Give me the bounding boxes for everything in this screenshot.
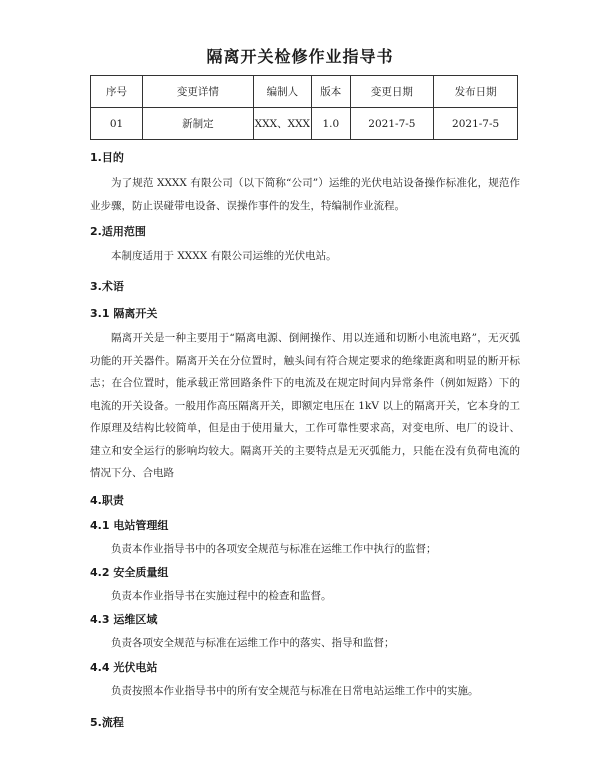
cell-change-details: 新制定 <box>143 108 254 140</box>
document-title: 隔离开关检修作业指导书 <box>206 47 394 66</box>
section-3-heading: 3.术语 <box>90 280 124 293</box>
cell-publish-date: 2021-7-5 <box>434 108 518 140</box>
section-4-2-heading: 4.2 安全质量组 <box>90 566 169 579</box>
section-5-heading: 5.流程 <box>90 716 124 729</box>
section-4-heading: 4.职责 <box>90 494 124 507</box>
cell-index: 01 <box>91 108 143 140</box>
section-4-3-body: 负责各项安全规范与标准在运维工作中的落实、指导和监督； <box>111 637 395 649</box>
table-row <box>91 108 518 140</box>
section-4-2-body: 负责本作业指导书在实施过程中的检查和监督。 <box>111 590 332 602</box>
header-cell-publish-date: 发布日期 <box>434 76 518 108</box>
section-2-heading: 2.适用范围 <box>90 225 146 238</box>
section-1-heading: 1.目的 <box>90 151 124 164</box>
section-4-1-heading: 4.1 电站管理组 <box>90 519 169 532</box>
header-cell-change-date: 变更日期 <box>350 76 434 108</box>
section-3-1-heading: 3.1 隔离开关 <box>90 307 158 320</box>
section-2-body: 本制度适用于 XXXX 有限公司运维的光伏电站。 <box>111 250 337 262</box>
section-4-4-heading: 4.4 光伏电站 <box>90 661 158 674</box>
section-4-3-heading: 4.3 运维区域 <box>90 613 158 626</box>
cell-version: 1.0 <box>312 108 350 140</box>
header-cell-version: 版本 <box>312 76 350 108</box>
revision-table-header-row <box>91 76 518 108</box>
cell-author: XXX、XXX <box>253 108 311 140</box>
section-3-1-body: 隔离开关是一种主要用于“隔离电源、倒闸操作、用以连通和切断小电流电路”，无灭弧功能的开关器件。隔离开关在分位置时，触头间有符合规定要求的绝缘距离和明显的断开标志；在合位置时，能承载正常回路条件下的电流及在规定时间内异常条件（例如短路）下的电流的开关设备。一般用作高压隔离开关，即额定电压在 1kV 以上的隔离开关，它本身的工作原理及结构比较简单，但是由于使用量大，工作可靠性要求高，对变电所、电厂的设计、建立和安全运行的影响均较大。隔离开关的主要特点是无灭弧能力，只能在没有负荷电流的情况下分、合电路 <box>90 332 520 479</box>
header-cell-index: 序号 <box>91 76 143 108</box>
header-cell-author: 编制人 <box>253 76 311 108</box>
revision-table <box>90 75 518 140</box>
section-1-body: 为了规范 XXXX 有限公司（以下简称“公司”）运维的光伏电站设备操作标准化，规范作业步骤，防止误碰带电设备、误操作事件的发生，特编制作业流程。 <box>90 177 520 212</box>
section-4-4-body: 负责按照本作业指导书中的所有安全规范与标准在日常电站运维工作中的实施。 <box>111 685 479 697</box>
cell-change-date: 2021-7-5 <box>350 108 434 140</box>
section-4-1-body: 负责本作业指导书中的各项安全规范与标准在运维工作中执行的监督； <box>111 543 437 555</box>
header-cell-change-details: 变更详情 <box>143 76 254 108</box>
